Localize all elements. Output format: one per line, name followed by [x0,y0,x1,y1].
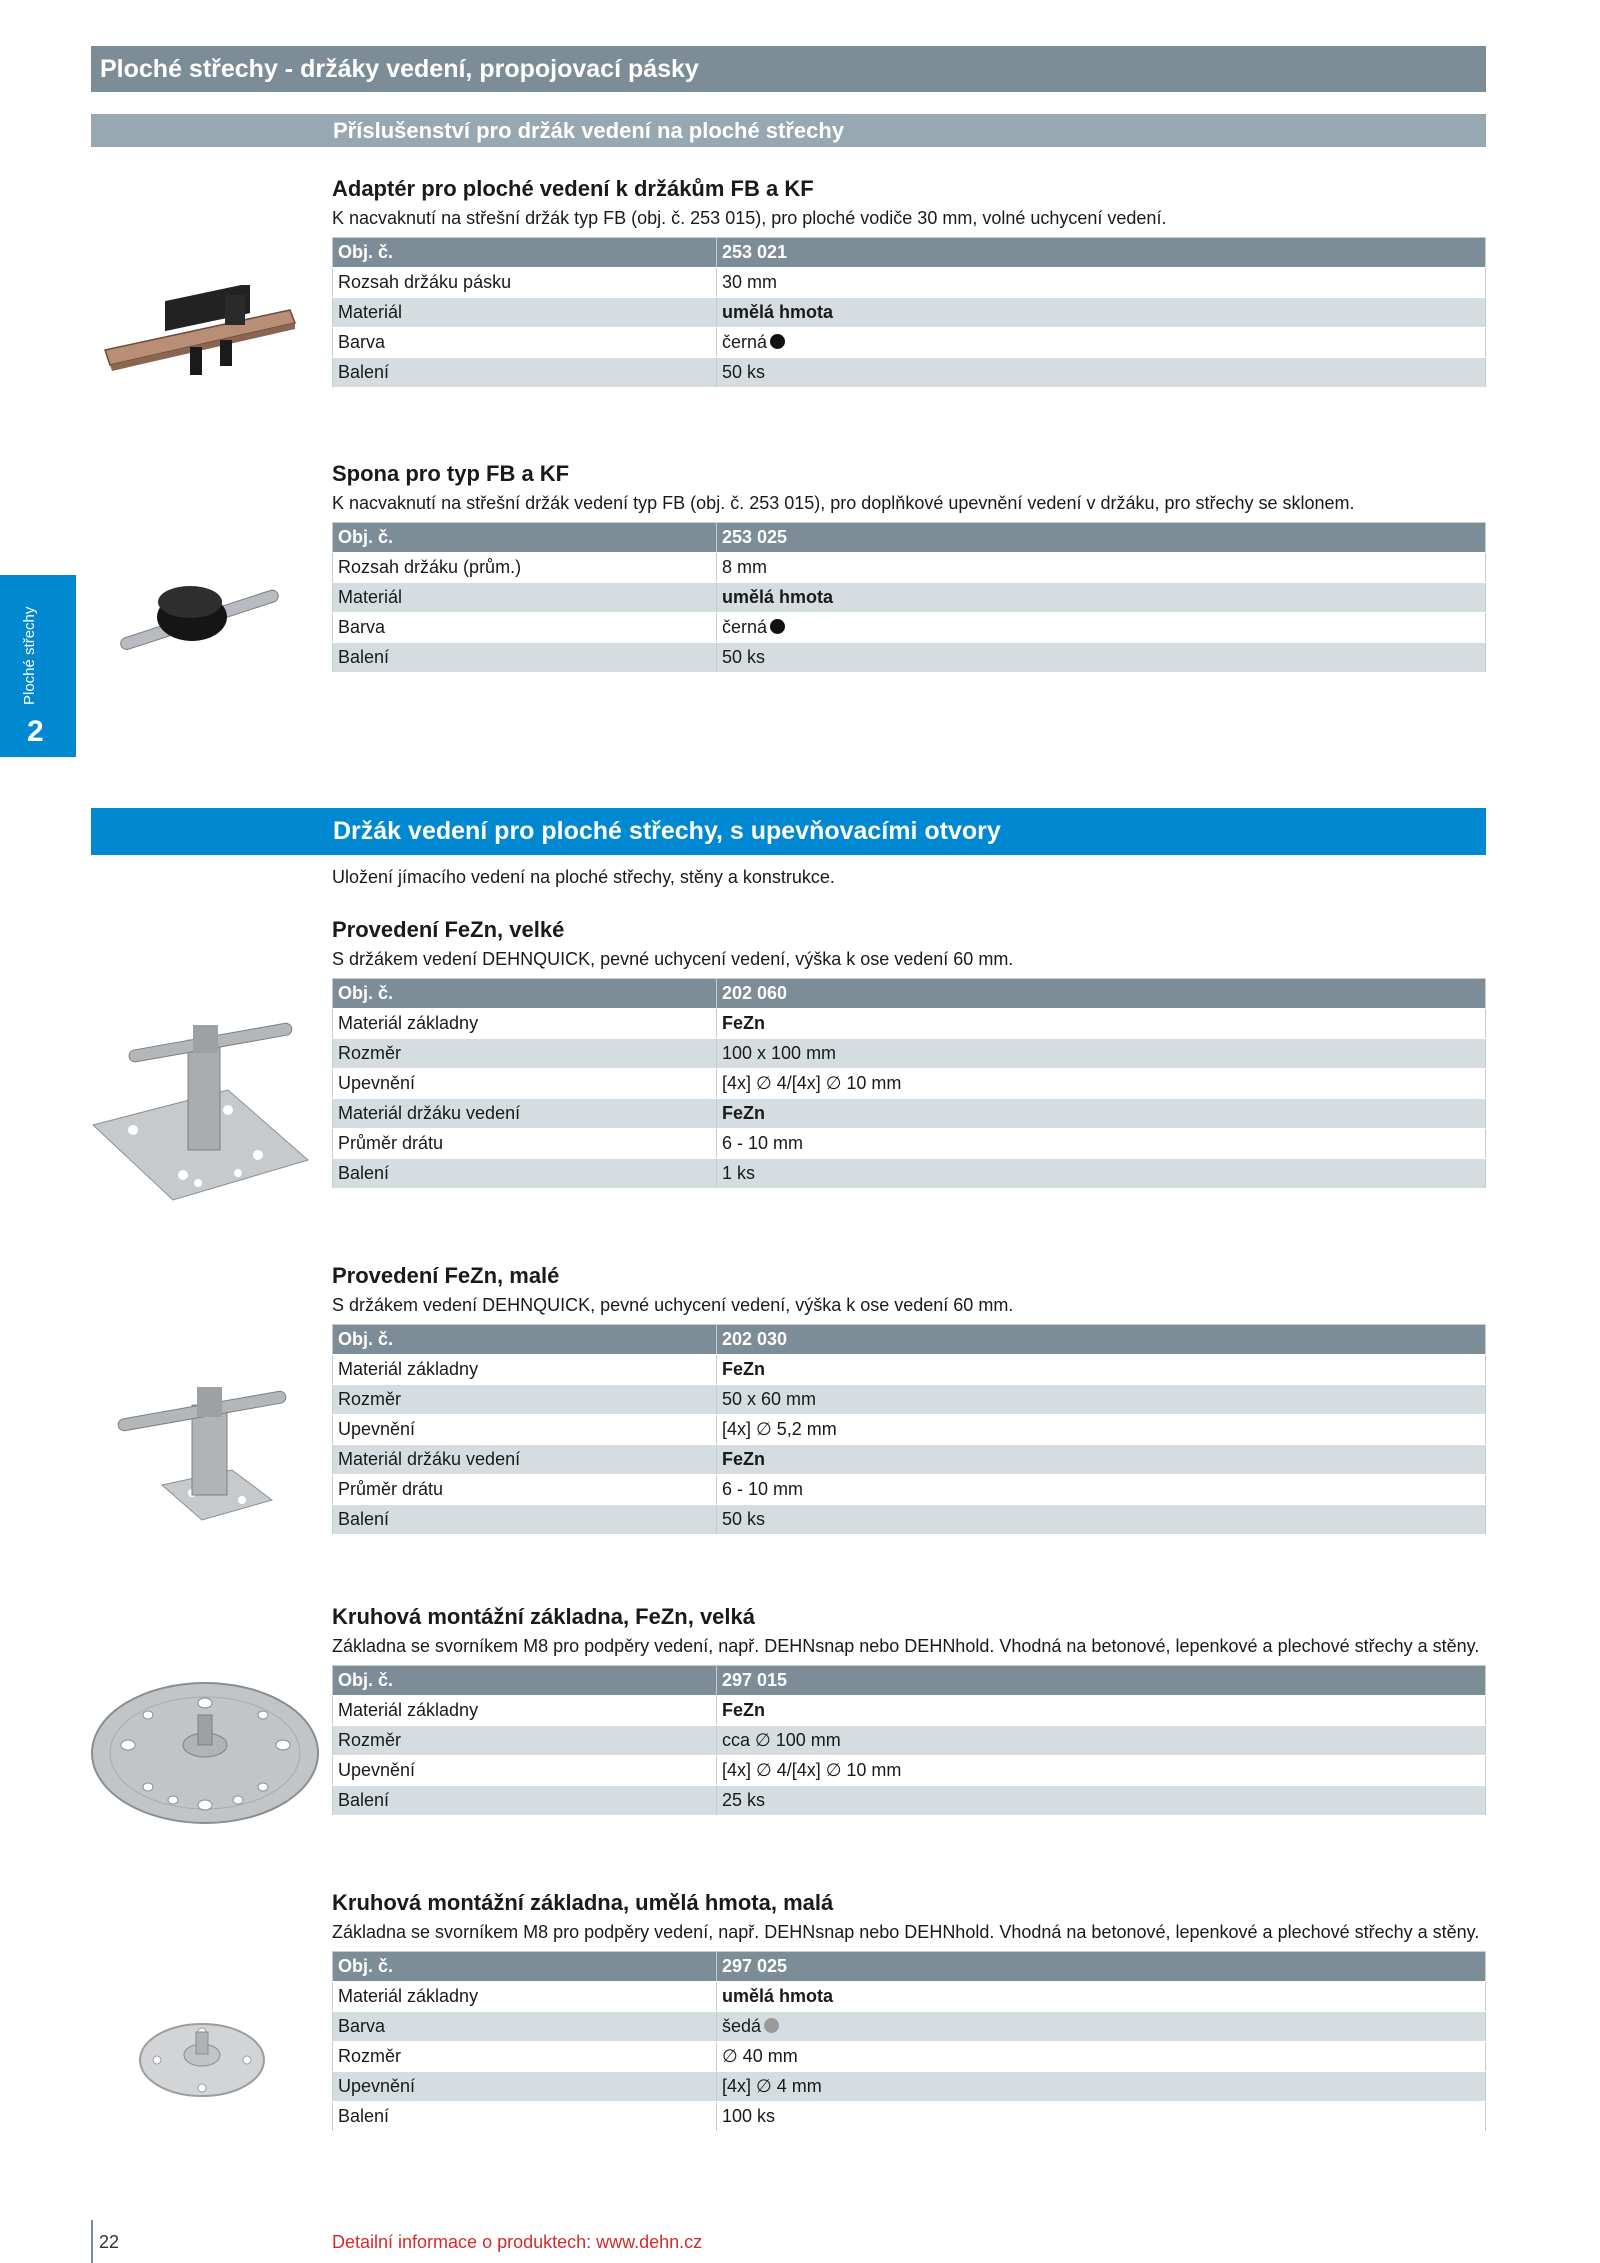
table-row [333,1445,1486,1475]
table-cell-value: FeZn [717,1355,1486,1385]
table-cell-label: Barva [333,613,717,643]
table-cell-value: 6 - 10 mm [717,1475,1486,1505]
table-cell-label: Materiál [333,298,717,328]
table-cell-label: Materiál základny [333,1982,717,2012]
clip-image [112,562,287,652]
table-row [333,2072,1486,2102]
spec-table [332,1951,1486,2132]
table-row [333,1159,1486,1189]
table-cell-label: Balení [333,1786,717,1816]
table-row [333,1756,1486,1786]
table-row [333,1415,1486,1445]
table-cell-value: 6 - 10 mm [717,1129,1486,1159]
table-header-cell: Obj. č. [333,1952,717,1982]
table-cell-label: Materiál držáku vedení [333,1445,717,1475]
conductor-holder-large-image [88,1005,313,1205]
spec-table [332,978,1486,1189]
table-cell-label: Upevnění [333,1415,717,1445]
spec-table [332,1324,1486,1535]
order-number: 297 015 [717,1666,1486,1696]
order-number: 202 030 [717,1325,1486,1355]
table-row [333,2042,1486,2072]
table-row [333,2102,1486,2132]
table-cell-label: Rozsah držáku (prům.) [333,553,717,583]
table-cell-label: Průměr drátu [333,1475,717,1505]
table-cell-value: 25 ks [717,1786,1486,1816]
table-header-row [333,238,1486,268]
table-cell-value: FeZn [717,1696,1486,1726]
table-cell-label: Balení [333,358,717,388]
table-header-row [333,523,1486,553]
table-row [333,583,1486,613]
table-row [333,1385,1486,1415]
table-cell-value: [4x] ∅ 4/[4x] ∅ 10 mm [717,1756,1486,1786]
spec-table [332,237,1486,388]
product-description: S držákem vedení DEHNQUICK, pevné uchycení vedení, výška k ose vedení 60 mm. [332,949,1014,969]
table-header-row [333,979,1486,1009]
table-row [333,328,1486,358]
table-cell-value: umělá hmota [717,298,1486,328]
product-description: K nacvaknutí na střešní držák vedení typ FB (obj. č. 253 015), pro doplňkové upevnění vedení v držáku, pro střechy se sklonem. [332,493,1355,513]
table-cell-label: Rozměr [333,1039,717,1069]
table-cell-value: 50 ks [717,358,1486,388]
table-cell-label: Balení [333,643,717,673]
table-row [333,553,1486,583]
footer-divider [91,2220,93,2263]
table-row [333,1726,1486,1756]
table-cell-label: Materiál [333,583,717,613]
table-row [333,298,1486,328]
table-header-cell: Obj. č. [333,1666,717,1696]
table-cell-value: 100 x 100 mm [717,1039,1486,1069]
table-cell-label: Balení [333,2102,717,2132]
table-cell-value: FeZn [717,1445,1486,1475]
table-cell-value: [4x] ∅ 5,2 mm [717,1415,1486,1445]
page-number: 22 [99,2232,120,2252]
product-title: Provedení FeZn, velké [332,917,565,942]
table-cell-value [717,2012,1486,2042]
spec-table [332,522,1486,673]
product-description: Základna se svorníkem M8 pro podpěry vedení, např. DEHNsnap nebo DEHNhold. Vhodná na betonové, lepenkové a plechové střechy a stěny. [332,1922,1480,1942]
page-title: Ploché střechy - držáky vedení, propojovací pásky [91,46,1486,92]
table-cell-label: Materiál držáku vedení [333,1099,717,1129]
table-header-row [333,1952,1486,1982]
table-cell-label: Upevnění [333,2072,717,2102]
table-cell-label: Průměr drátu [333,1129,717,1159]
conductor-holder-small-image [112,1365,292,1535]
table-cell-label: Balení [333,1505,717,1535]
section-intro: Uložení jímacího vedení na ploché střechy, stěny a konstrukce. [332,867,835,887]
table-row [333,1696,1486,1726]
table-header-cell: Obj. č. [333,1325,717,1355]
table-cell-value: 30 mm [717,268,1486,298]
black-dot-icon [770,619,785,634]
table-header-row [333,1666,1486,1696]
table-row [333,2012,1486,2042]
table-cell-value: [4x] ∅ 4/[4x] ∅ 10 mm [717,1069,1486,1099]
color-value: šedá [722,2016,762,2036]
table-cell-label: Rozměr [333,2042,717,2072]
table-row [333,1355,1486,1385]
table-row [333,1009,1486,1039]
table-header-cell: Obj. č. [333,979,717,1009]
product-title: Kruhová montážní základna, umělá hmota, malá [332,1890,834,1915]
table-row [333,1505,1486,1535]
table-row [333,358,1486,388]
table-header-cell: Obj. č. [333,523,717,553]
table-cell-value [717,328,1486,358]
product-title: Kruhová montážní základna, FeZn, velká [332,1604,755,1629]
order-number: 253 021 [717,238,1486,268]
grey-dot-icon [764,2018,779,2033]
table-row [333,643,1486,673]
table-cell-value: [4x] ∅ 4 mm [717,2072,1486,2102]
round-base-small-image [135,2010,270,2100]
table-cell-label: Balení [333,1159,717,1189]
table-row [333,268,1486,298]
table-cell-label: Upevnění [333,1756,717,1786]
product-description: Základna se svorníkem M8 pro podpěry vedení, např. DEHNsnap nebo DEHNhold. Vhodná na betonové, lepenkové a plechové střechy a stěny. [332,1636,1480,1656]
product-description: K nacvaknutí na střešní držák typ FB (obj. č. 253 015), pro ploché vodiče 30 mm, volné uchycení vedení. [332,208,1167,228]
table-cell-label: Barva [333,2012,717,2042]
table-cell-label: Rozměr [333,1385,717,1415]
table-cell-value: cca ∅ 100 mm [717,1726,1486,1756]
order-number: 253 025 [717,523,1486,553]
color-value: černá [722,332,768,352]
product-title: Spona pro typ FB a KF [332,461,570,486]
table-cell-value: 50 ks [717,643,1486,673]
product-title: Provedení FeZn, malé [332,1263,560,1288]
table-cell-label: Materiál základny [333,1696,717,1726]
table-row [333,1475,1486,1505]
table-header-cell: Obj. č. [333,238,717,268]
round-base-large-image [88,1675,323,1825]
table-cell-label: Rozsah držáku pásku [333,268,717,298]
table-cell-value: 50 ks [717,1505,1486,1535]
table-cell-value: 1 ks [717,1159,1486,1189]
section-subtitle: Příslušenství pro držák vedení na ploché střechy [91,114,1486,147]
table-cell-label: Materiál základny [333,1009,717,1039]
table-cell-value: FeZn [717,1009,1486,1039]
black-dot-icon [770,334,785,349]
table-cell-value: 8 mm [717,553,1486,583]
color-value: černá [722,617,768,637]
spec-table [332,1665,1486,1816]
table-header-row [333,1325,1486,1355]
footer-link[interactable]: Detailní informace o produktech: www.dehn.cz [332,2232,703,2252]
table-row [333,1069,1486,1099]
table-cell-value: umělá hmota [717,583,1486,613]
table-cell-label: Upevnění [333,1069,717,1099]
table-cell-value: FeZn [717,1099,1486,1129]
table-cell-value [717,613,1486,643]
chapter-tab-label: Ploché střechy [21,606,38,705]
product-description: S držákem vedení DEHNQUICK, pevné uchycení vedení, výška k ose vedení 60 mm. [332,1295,1014,1315]
section-title: Držák vedení pro ploché střechy, s upevňovacími otvory [91,808,1486,855]
table-row [333,1982,1486,2012]
table-row [333,1786,1486,1816]
flat-conductor-adapter-image [100,285,300,385]
table-cell-value: umělá hmota [717,1982,1486,2012]
table-row [333,1099,1486,1129]
table-cell-label: Materiál základny [333,1355,717,1385]
table-row [333,1039,1486,1069]
table-cell-value: ∅ 40 mm [717,2042,1486,2072]
order-number: 202 060 [717,979,1486,1009]
table-cell-label: Rozměr [333,1726,717,1756]
table-cell-value: 50 x 60 mm [717,1385,1486,1415]
chapter-tab[interactable] [0,575,76,757]
order-number: 297 025 [717,1952,1486,1982]
table-row [333,1129,1486,1159]
table-cell-value: 100 ks [717,2102,1486,2132]
table-cell-label: Barva [333,328,717,358]
product-title: Adaptér pro ploché vedení k držákům FB a KF [332,176,814,201]
table-row [333,613,1486,643]
chapter-tab-number: 2 [27,715,44,748]
